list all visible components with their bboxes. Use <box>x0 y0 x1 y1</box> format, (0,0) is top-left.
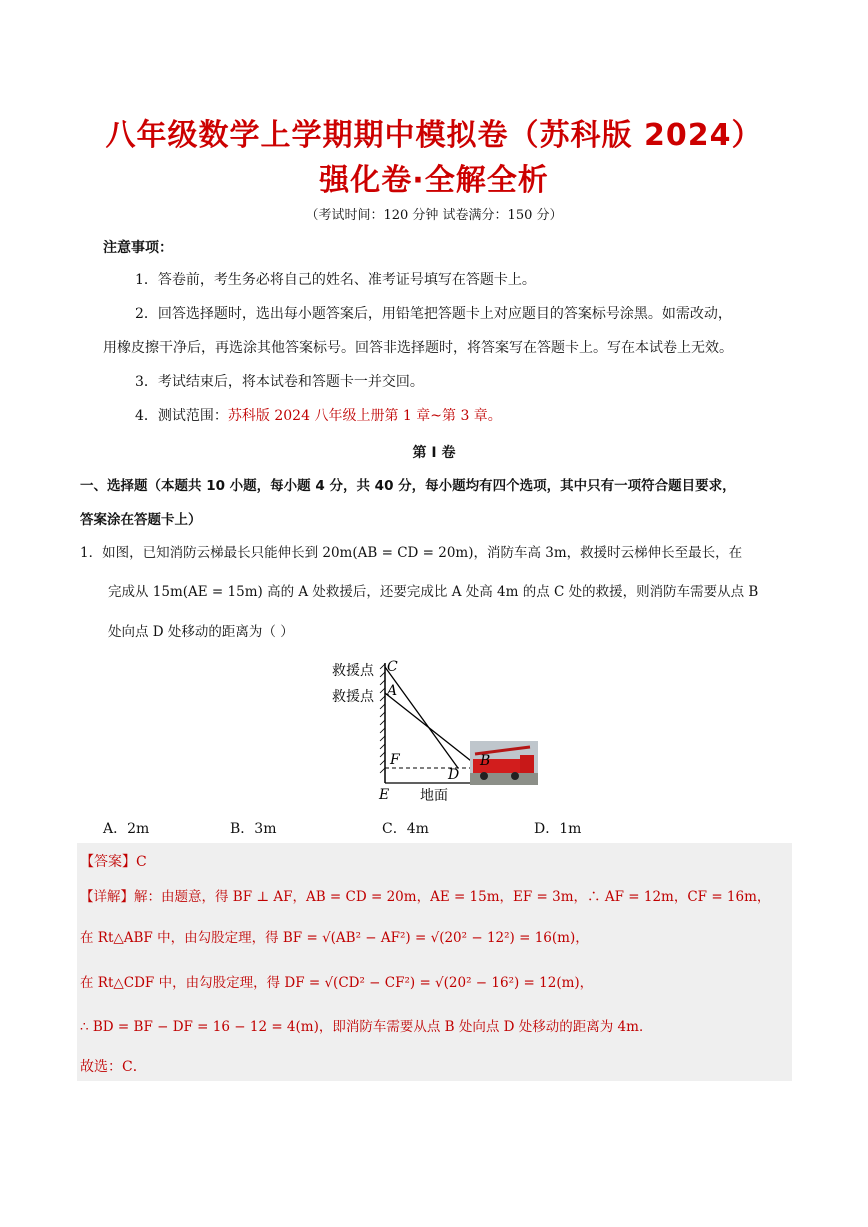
option-b <box>230 818 276 838</box>
point-b-label: B <box>480 753 491 769</box>
detail-line-4: ∴ BD = BF − DF = 16 − 12 = 4(m)，即消防车需要从点 B 处向点 D 处移动的距离为 4m． <box>80 1019 653 1035</box>
ladder-diagram <box>330 655 550 807</box>
option-a-value: 2m <box>127 821 150 837</box>
answer-box <box>77 843 792 1081</box>
point-a-label: A <box>387 683 398 699</box>
point-d-label: D <box>448 767 460 783</box>
option-d-label: D． <box>534 821 560 837</box>
label-rescue-a: 救援点 <box>332 689 374 705</box>
note-item-1: 1．答卷前，考生务必将自己的姓名、准考证号填写在答题卡上。 <box>135 272 536 288</box>
question-1-line-3: 处向点 D 处移动的距离为（ ） <box>108 624 294 640</box>
option-b-value: 3m <box>254 821 277 837</box>
option-a <box>103 818 149 838</box>
answer-line: 【答案】C <box>80 854 147 870</box>
detail-line-2: 在 Rt△ABF 中，由勾股定理，得 BF = √(AB² − AF²) = √(20² − 12²) = 16(m)， <box>80 930 589 946</box>
option-d <box>534 818 581 838</box>
question-1-line-1: 1．如图，已知消防云梯最长只能伸长到 20m(AB = CD = 20m)，消防车高 3m，救援时云梯伸长至最长，在 <box>80 545 743 561</box>
volume-title: 第 I 卷 <box>412 445 456 461</box>
option-c-label: C． <box>382 821 407 837</box>
option-d-value: 1m <box>559 821 582 837</box>
option-a-label: A． <box>103 821 128 837</box>
note-item-3: 3．考试结束后，将本试卷和答题卡一并交回。 <box>135 374 424 390</box>
option-c-value: 4m <box>406 821 429 837</box>
point-f-label: F <box>390 752 400 768</box>
section-heading-a: 一、选择题（本题共 10 小题，每小题 4 分，共 40 分，每小题均有四个选项，其中只有一项符合题目要求， <box>80 478 736 494</box>
exam-info: （考试时间：120 分钟 试卷满分：150 分） <box>305 208 563 223</box>
note-item-2b: 用橡皮擦干净后，再选涂其他答案标号。回答非选择题时，将答案写在答题卡上。写在本试卷上无效。 <box>103 340 733 356</box>
conclusion-line: 故选：C． <box>80 1059 147 1075</box>
ground-label: 地面 <box>420 788 448 804</box>
option-c <box>382 818 429 838</box>
option-b-label: B． <box>230 821 255 837</box>
note-item-4-scope: 苏科版 2024 八年级上册第 1 章~第 3 章。 <box>227 408 502 424</box>
document-title: 八年级数学上学期期中模拟卷（苏科版 2024） <box>105 118 763 153</box>
note-item-4 <box>135 406 502 426</box>
note-item-2a: 2．回答选择题时，选出每小题答案后，用铅笔把答题卡上对应题目的答案标号涂黑。如需改动， <box>135 306 732 322</box>
question-1-line-2: 完成从 15m(AE = 15m) 高的 A 处救援后，还要完成比 A 处高 4m 的点 C 处的救援，则消防车需要从点 B <box>108 584 759 600</box>
notes-title: 注意事项： <box>103 240 173 256</box>
detail-line-3: 在 Rt△CDF 中，由勾股定理，得 DF = √(CD² − CF²) = √(20² − 16²) = 12(m)， <box>80 975 594 991</box>
detail-line-1: 【详解】解：由题意，得 BF ⊥ AF，AB = CD = 20m，AE = 15m，EF = 3m，∴ AF = 12m，CF = 16m， <box>80 889 771 905</box>
document-subtitle: 强化卷·全解全析 <box>319 163 549 198</box>
point-c-label: C <box>387 659 398 675</box>
point-e-label: E <box>379 787 390 803</box>
note-item-4-prefix: 4．测试范围： <box>135 408 228 424</box>
label-rescue-c: 救援点 <box>332 663 374 679</box>
section-heading-b: 答案涂在答题卡上） <box>80 512 202 528</box>
